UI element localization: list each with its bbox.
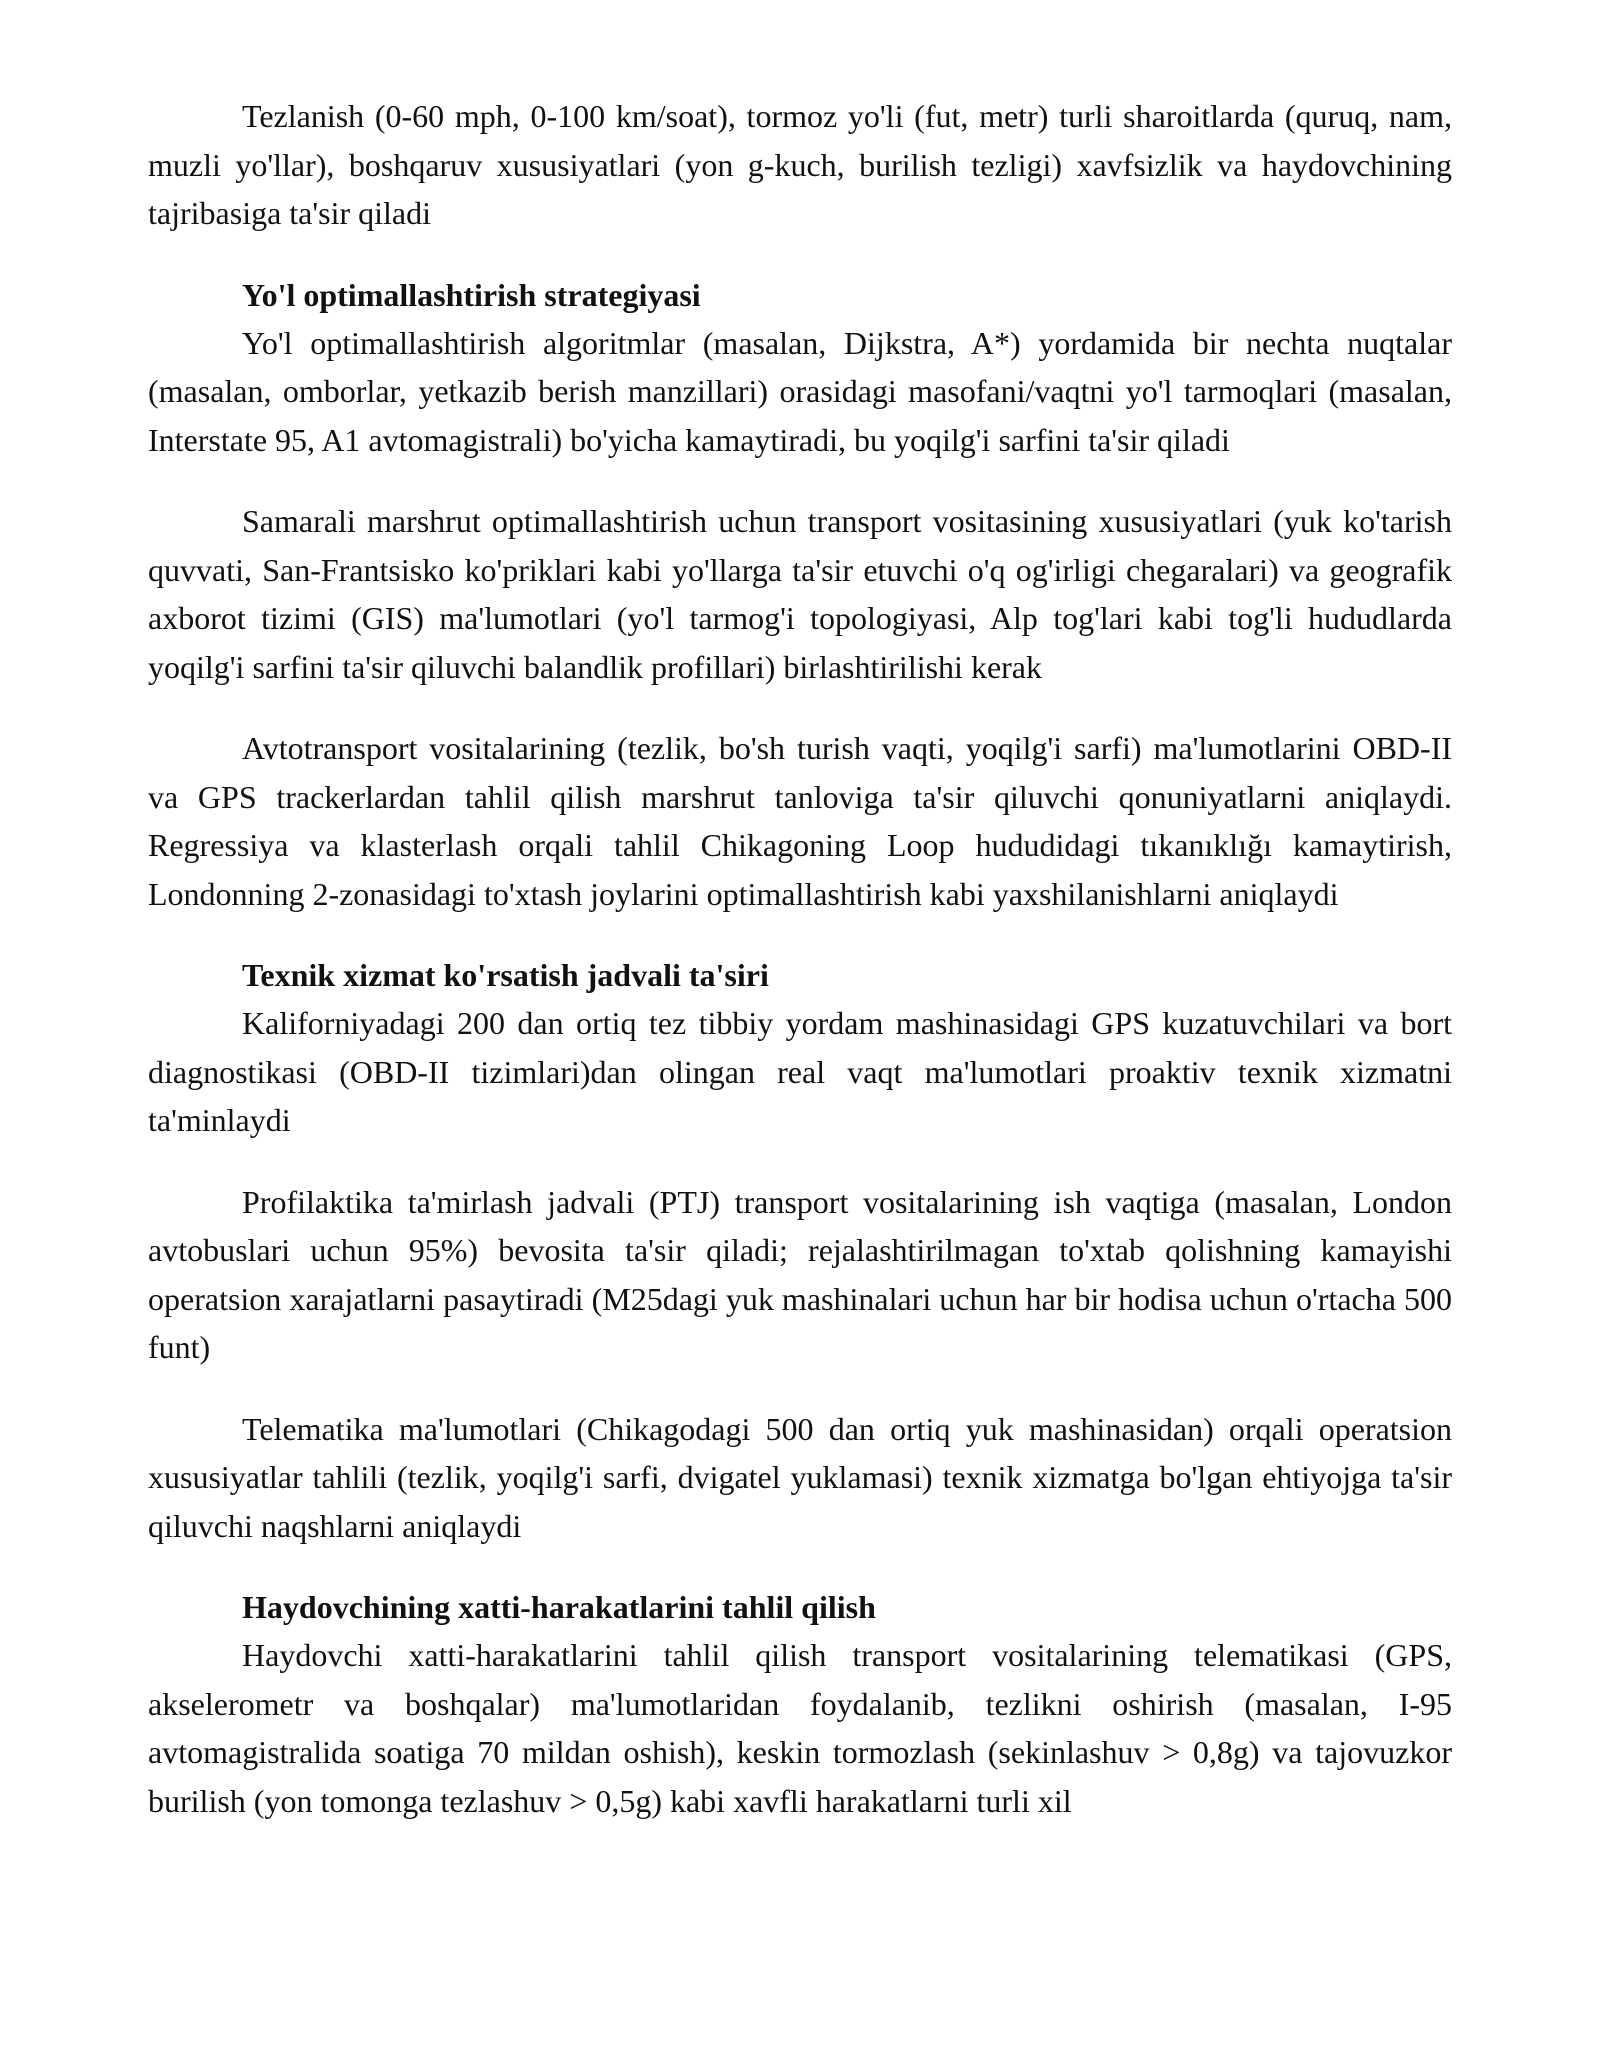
paragraph-realtime-data: Kaliforniyadagi 200 dan ortiq tez tibbiy yordam mashinasidagi GPS kuzatuvchilari va bort diagnostikasi (OBD-II tizimlari)dan olingan real vaqt ma'lumotlari proaktiv texnik xizmatni ta'minlaydi [148, 1005, 1452, 1138]
paragraph-route-algorithms: Yo'l optimallashtirish algoritmlar (masalan, Dijkstra, A*) yordamida bir nechta nuqtalar (masalan, omborlar, yetkazib berish manzillari) orasidagi masofani/vaqtni yo'l tarmoqlari (masalan, Interstate 95, A1 avtomagistrali) bo'yicha kamaytiradi, bu yoqilg'i sarfini ta'sir qiladi [148, 324, 1452, 458]
paragraph-obd-gps-analysis: Avtotransport vositalarining (tezlik, bo'sh turish vaqti, yoqilg'i sarfi) ma'lumotlarini OBD-II va GPS trackerlardan tahlil qilish marshrut tanloviga ta'sir qiluvchi qonuniyatlarni aniqlaydi. Regressiya va klasterlash orqali tahlil Chikagoning Loop hududidagi tıkanıklığı kamaytirish, Londonning 2-zonasidagi to'xtash joylarini optimallashtirish kabi yaxshilanishlarni aniqlaydi [148, 730, 1452, 912]
document-page [148, 92, 1452, 1825]
heading-driver-behavior: Haydovchining xatti-harakatlarini tahlil qilish [242, 1589, 876, 1625]
paragraph-gap [148, 1145, 1452, 1178]
paragraph-vehicle-gis: Samarali marshrut optimallashtirish uchun transport vositasining xususiyatlari (yuk ko'tarish quvvati, San-Frantsisko ko'priklari kabi yo'llarga ta'sir etuvchi o'q og'irligi chegaralari) va geografik axborot tizimi (GIS) ma'lumotlari (yo'l tarmog'i topologiyasi, Alp tog'lari kabi tog'li hududlarda yoqilg'i sarfini ta'sir qiluvchi balandlik profillari) birlashtirilishi kerak [148, 503, 1452, 685]
paragraph-gap [148, 1372, 1452, 1405]
paragraph-preventive-maintenance: Profilaktika ta'mirlash jadvali (PTJ) transport vositalarining ish vaqtiga (masalan, London avtobuslari uchun 95%) bevosita ta'sir qiladi; rejalashtirilmagan to'xtab qolishning kamayishi operatsion xarajatlarni pasaytiradi (M25dagi yuk mashinalari uchun har bir hodisa uchun o'rtacha 500 funt) [148, 1183, 1452, 1365]
paragraph-driver-analysis: Haydovchi xatti-harakatlarini tahlil qilish transport vositalarining telematikasi (GPS, akselerometr va boshqalar) ma'lumotlaridan foydalanib, tezlikni oshirish (masalan, I-95 avtomagistralida soatiga 70 mildan oshish), keskin tormozlash (sekinlashuv > 0,8g) va tajovuzkor burilish (yon tomonga tezlashuv > 0,5g) kabi xavfli harakatlarni turli xil [148, 1637, 1452, 1819]
paragraph-gap [148, 691, 1452, 724]
heading-maintenance-schedule: Texnik xizmat ko'rsatish jadvali ta'siri [242, 957, 769, 993]
paragraph-telematics: Telematika ma'lumotlari (Chikagodagi 500 dan ortiq yuk mashinasidan) orqali operatsion xususiyatlar tahlili (tezlik, yoqilg'i sarfi, dvigatel yuklamasi) texnik xizmatga bo'lgan ehtiyojga ta'sir qiluvchi naqshlarni aniqlaydi [148, 1410, 1452, 1544]
paragraph-gap [148, 238, 1452, 271]
paragraph-gap [148, 1550, 1452, 1583]
heading-route-optimization: Yo'l optimallashtirish strategiyasi [242, 276, 701, 313]
paragraph-gap [148, 464, 1452, 497]
paragraph-gap [148, 918, 1452, 951]
paragraph-acceleration: Tezlanish (0-60 mph, 0-100 km/soat), tormoz yo'li (fut, metr) turli sharoitlarda (quruq, nam, muzli yo'llar), boshqaruv xususiyatlari (yon g-kuch, burilish tezligi) xavfsizlik va haydovchining tajribasiga ta'sir qiladi [148, 98, 1452, 231]
